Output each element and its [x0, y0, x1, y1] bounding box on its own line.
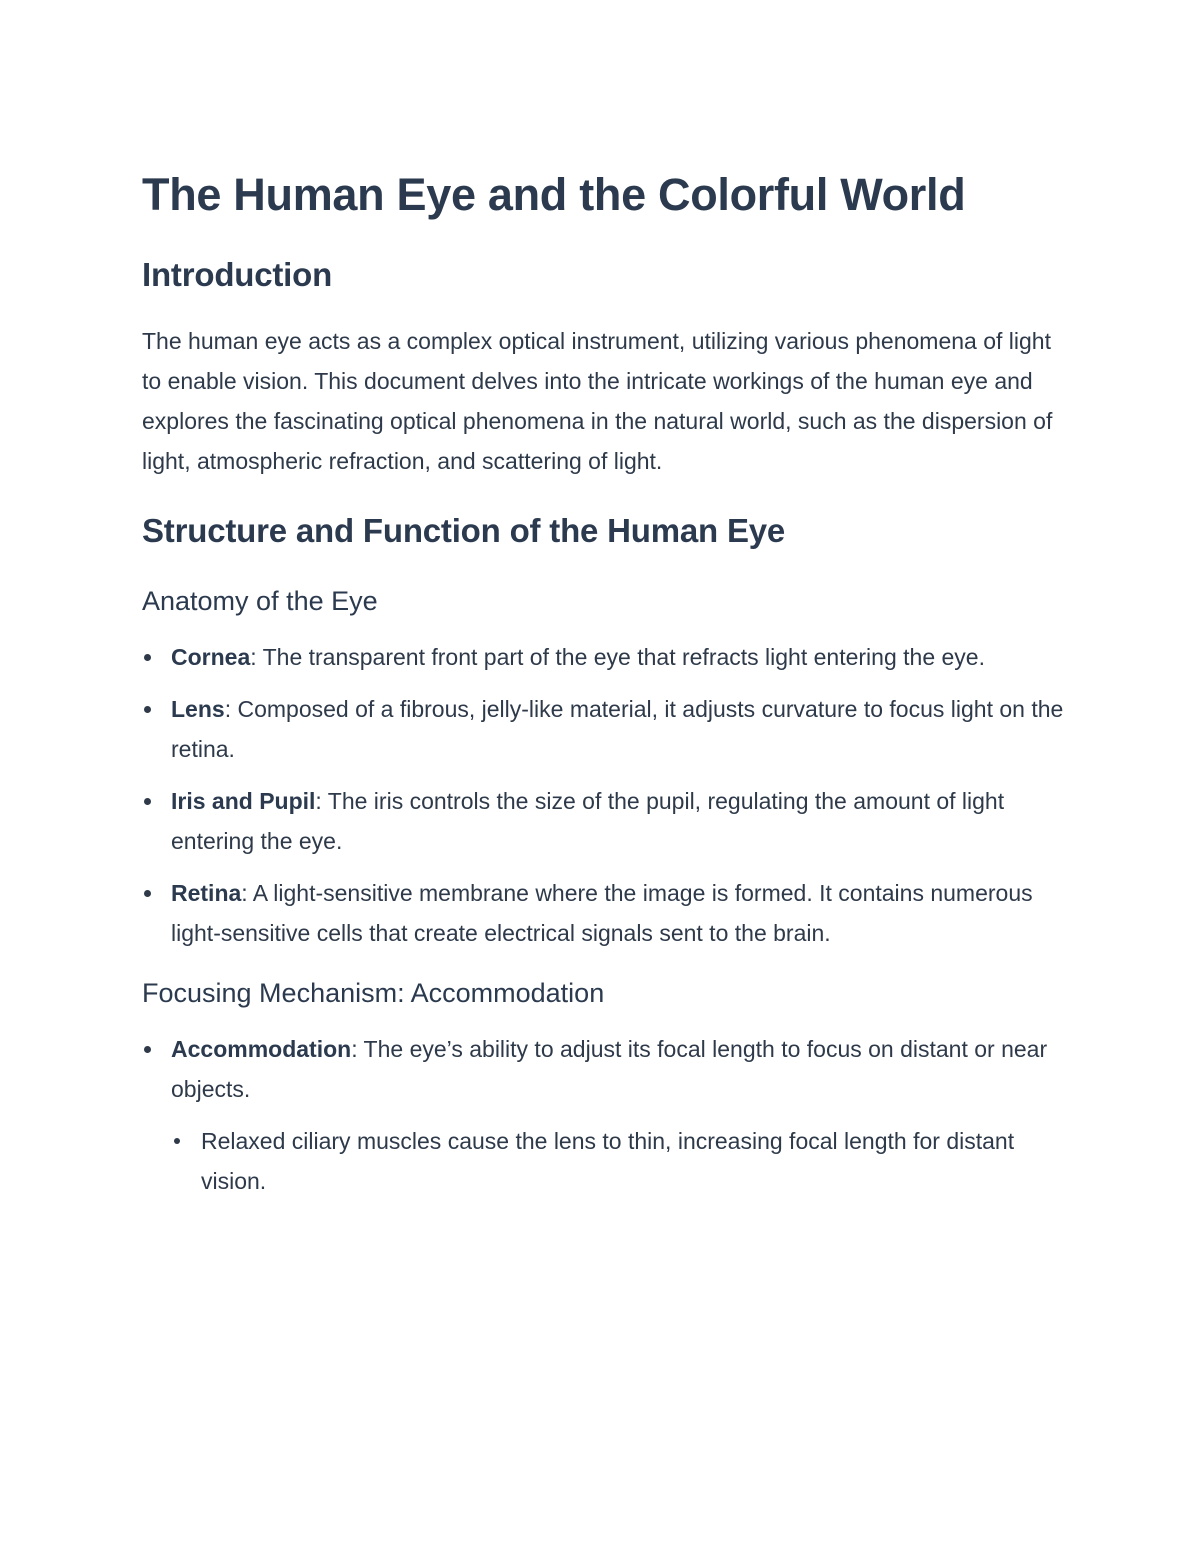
term-label: Iris and Pupil [171, 788, 316, 814]
document-page [142, 168, 1072, 1213]
document-title: The Human Eye and the Colorful World [142, 169, 966, 220]
term-description: : The eye’s ability to adjust its focal length to focus on distant or near objects. [171, 1036, 1048, 1102]
bullet-icon [144, 706, 151, 713]
sublist-item-relaxed-muscles [171, 1121, 1072, 1201]
term-description: : A light-sensitive membrane where the image is formed. It contains numerous light-sensitive cells that create electrical signals sent to the brain. [171, 880, 1033, 946]
focusing-heading: Focusing Mechanism: Accommodation [142, 978, 605, 1008]
term-description: : The iris controls the size of the pupil, regulating the amount of light entering the eye. [171, 788, 1005, 854]
list-item-lens [142, 689, 1072, 769]
introduction-heading: Introduction [142, 256, 333, 293]
term-description: : Composed of a fibrous, jelly-like material, it adjusts curvature to focus light on the retina. [171, 696, 1064, 762]
term-label: Retina [171, 880, 242, 906]
term-label: Cornea [171, 644, 251, 670]
structure-heading: Structure and Function of the Human Eye [142, 512, 786, 549]
bullet-icon [174, 1138, 180, 1144]
introduction-paragraph: The human eye acts as a complex optical instrument, utilizing various phenomena of light to enable vision. This document delves into the intricate workings of the human eye and explores the fascinating optical phenomena in the natural world, such as the dispersion of light, atmospheric refraction, and scattering of light. [142, 328, 1053, 474]
term-label: Accommodation [171, 1036, 352, 1062]
bullet-icon [144, 1046, 151, 1053]
focusing-list [142, 1029, 1072, 1201]
anatomy-list [142, 637, 1072, 953]
list-item-iris-pupil [142, 781, 1072, 861]
bullet-icon [144, 890, 151, 897]
accommodation-sublist [171, 1121, 1072, 1201]
sublist-item-text: Relaxed ciliary muscles cause the lens to thin, increasing focal length for distant vision. [201, 1128, 1015, 1194]
bullet-icon [144, 654, 151, 661]
bullet-icon [144, 798, 151, 805]
anatomy-heading: Anatomy of the Eye [142, 586, 378, 616]
term-label: Lens [171, 696, 225, 722]
list-item-accommodation [142, 1029, 1072, 1201]
list-item-cornea [142, 637, 1072, 677]
term-description: : The transparent front part of the eye that refracts light entering the eye. [250, 644, 985, 670]
list-item-retina [142, 873, 1072, 953]
